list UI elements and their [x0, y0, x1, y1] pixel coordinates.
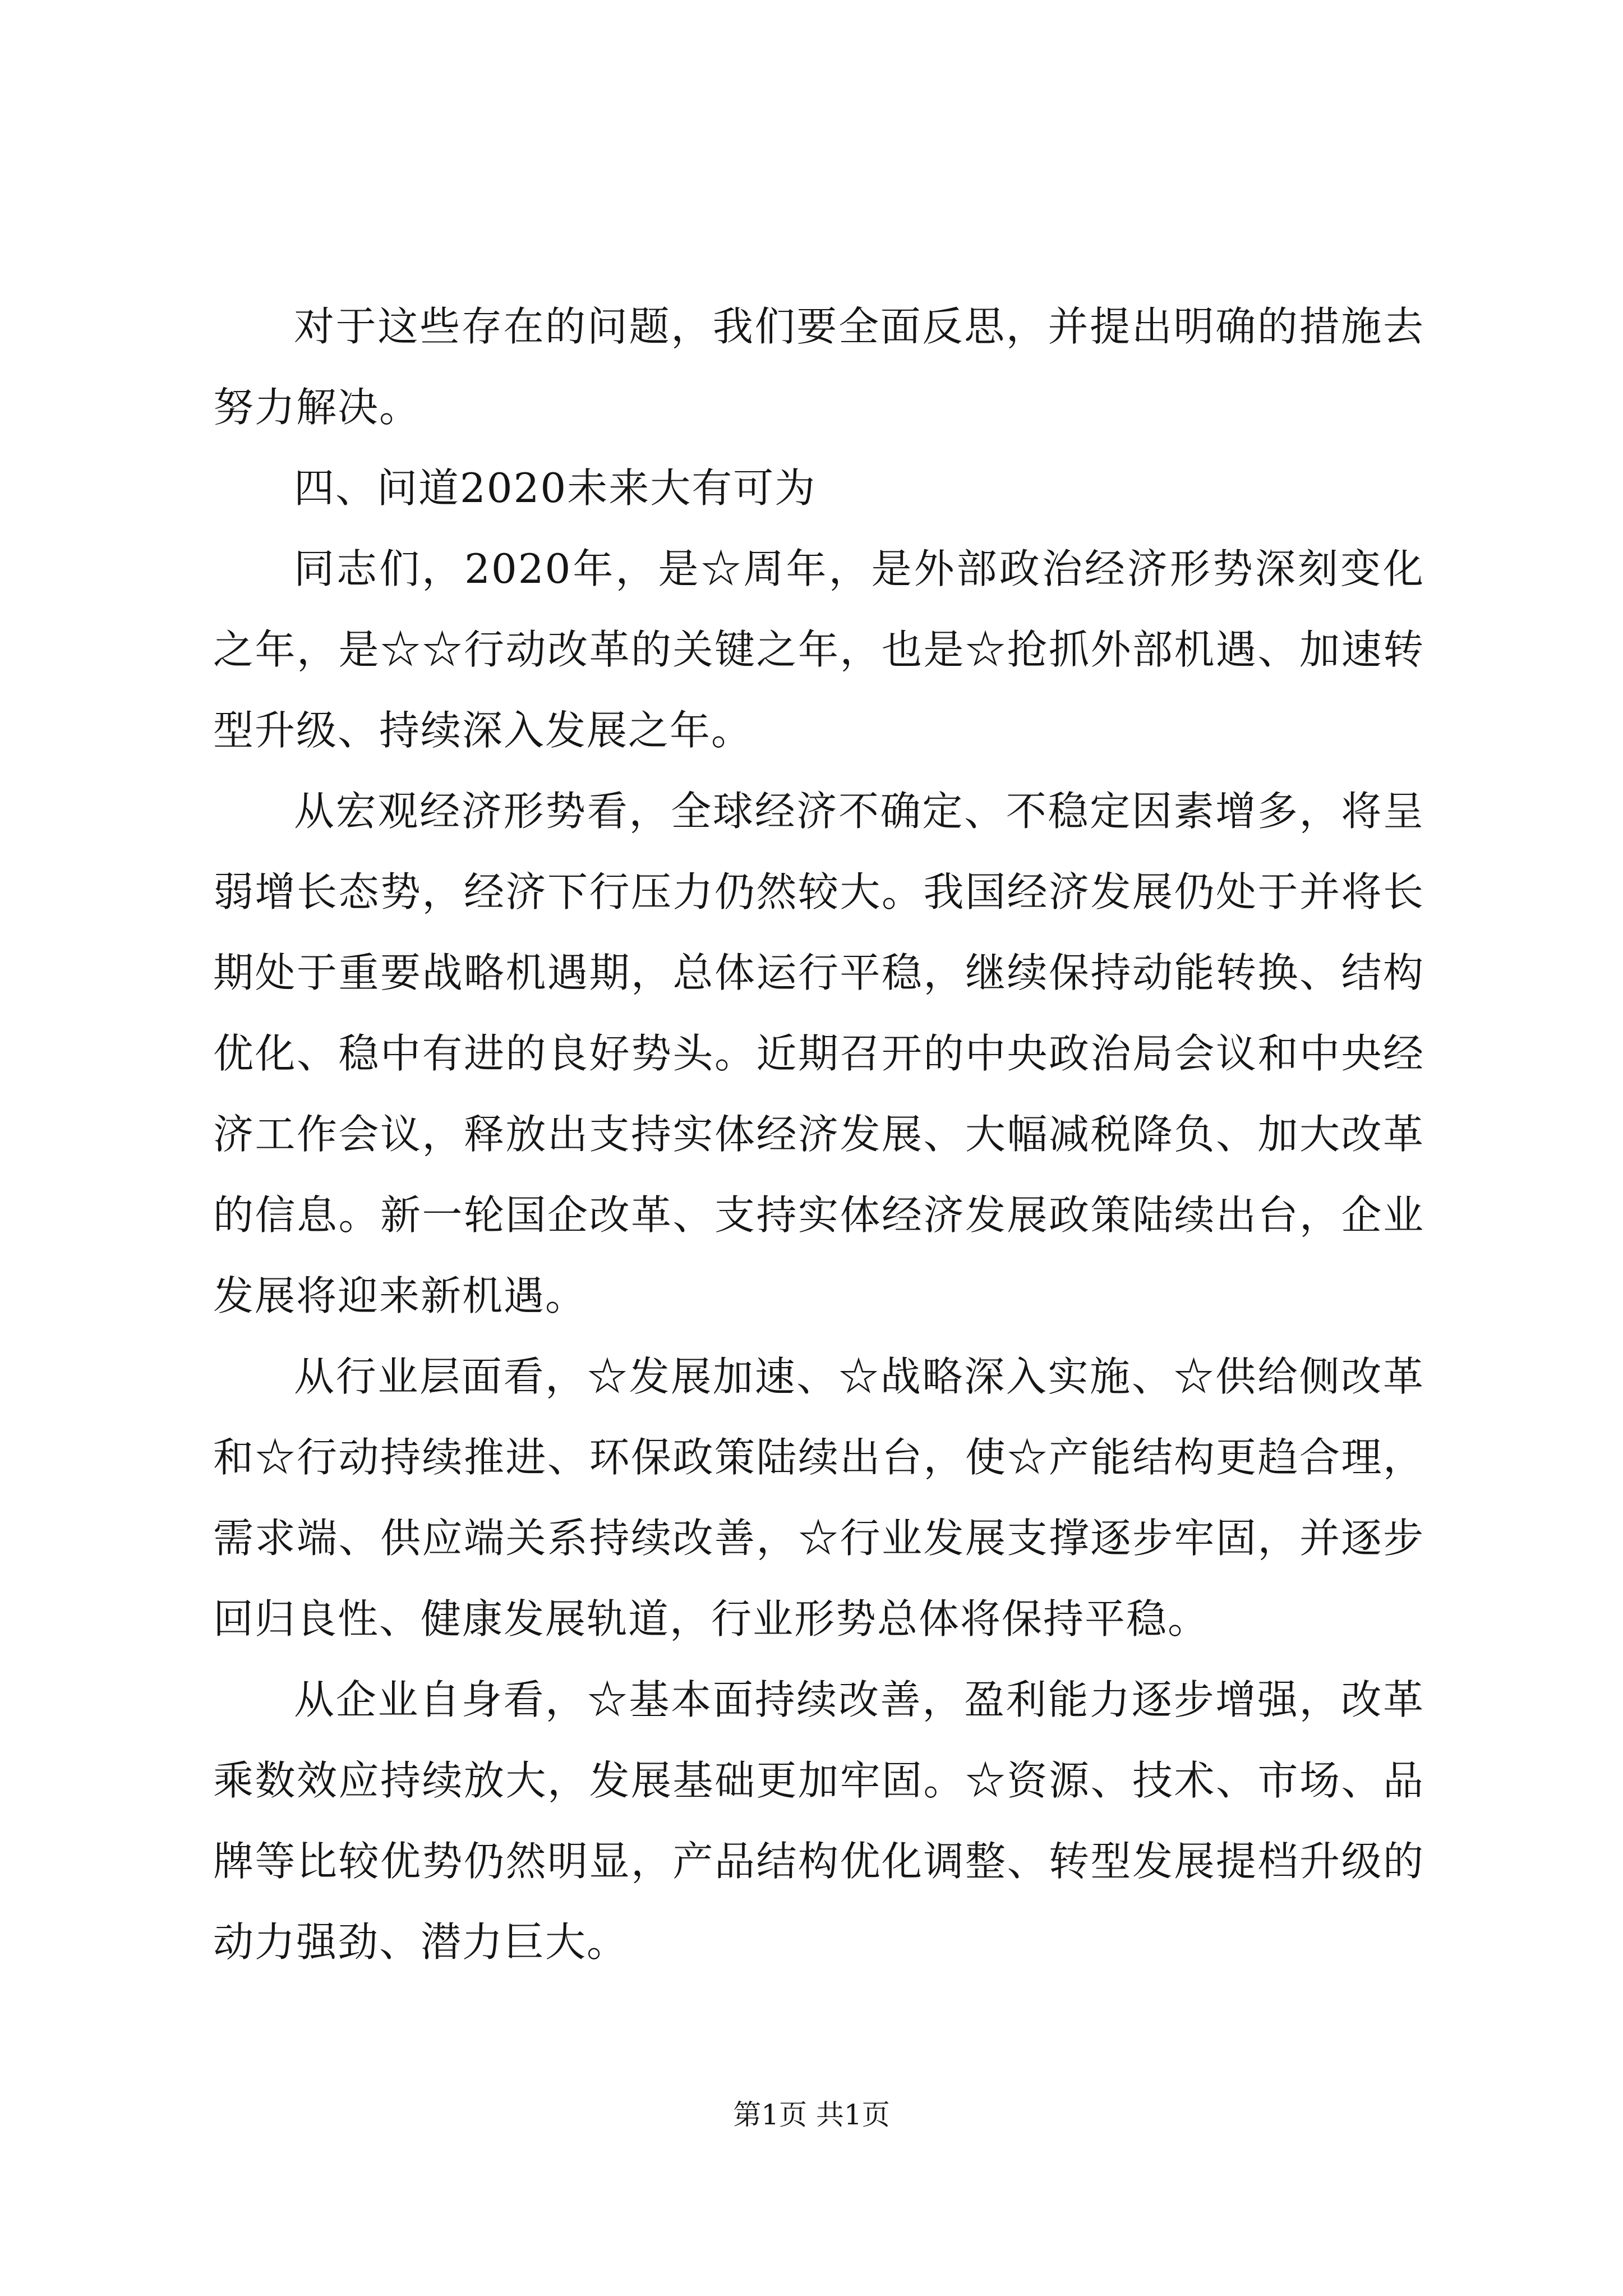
paragraph-macro-economy: 从宏观经济形势看，全球经济不确定、不稳定因素增多，将呈弱增长态势，经济下行压力仍然较大。我国经济发展仍处于并将长期处于重要战略机遇期，总体运行平稳，继续保持动能转换、结构优化、稳中有进的良好势头。近期召开的中央政治局会议和中央经济工作会议，释放出支持实体经济发展、大幅减税降负、加大改革的信息。新一轮国企改革、支持实体经济发展政策陆续出台，企业发展将迎来新机遇。 — [213, 788, 1424, 1319]
section-heading: 四、问道2020未来大有可为 — [294, 464, 817, 512]
paragraph-intro: 同志们，2020年，是☆周年，是外部政治经济形势深刻变化之年，是☆☆行动改革的关键之年，也是☆抢抓外部机遇、加速转型升级、持续深入发展之年。 — [213, 545, 1424, 754]
page-footer: 第1页 共1页 — [733, 2099, 890, 2131]
paragraph-enterprise: 从企业自身看，☆基本面持续改善，盈利能力逐步增强，改革乘数效应持续放大，发展基础更加牢固。☆资源、技术、市场、品牌等比较优势仍然明显，产品结构优化调整、转型发展提档升级的动力强劲、潜力巨大。 — [213, 1676, 1424, 1966]
document-body — [213, 286, 1424, 1982]
paragraph-industry: 从行业层面看，☆发展加速、☆战略深入实施、☆供给侧改革和☆行动持续推进、环保政策陆续出台，使☆产能结构更趋合理，需求端、供应端关系持续改善，☆行业发展支撑逐步牢固，并逐步回归良性、健康发展轨道，行业形势总体将保持平稳。 — [213, 1353, 1424, 1642]
paragraph-conclusion: 对于这些存在的问题，我们要全面反思，并提出明确的措施去努力解决。 — [213, 303, 1424, 431]
